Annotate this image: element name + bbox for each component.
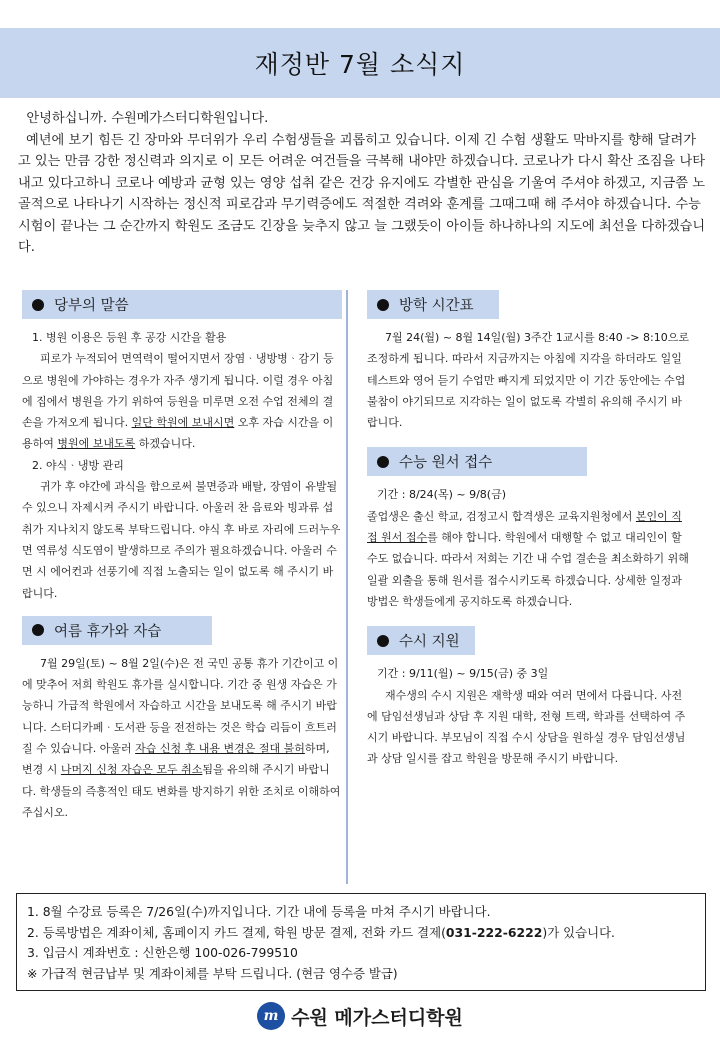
underlined-text: 일단 학원에 보내시면 [131,416,235,430]
notice-line: 1. 8월 수강료 등록은 7/26일(수)까지입니다. 기간 내에 등록을 마쳐 주시기 바랍니다. [27,904,491,919]
vacation-text [22,653,342,823]
notice-line: ※ 가급적 현금납부 및 계좌이체를 부탁 드립니다. (현금 영수증 발급) [27,965,398,981]
footer [0,998,720,1034]
early-period: 기간 : 9/11(월) ~ 9/15(금) 중 3일 [377,667,549,681]
notice-line: 3. 입금시 계좌번호 : 신한은행 100-026-799510 [27,945,298,960]
section-heading-label: 당부의 말씀 [54,298,129,314]
text-span: 를 해야 합니다. 학원에서 대행할 수 없고 대리인이 할 수도 없습니다. 따라서 저희는 기간 내 수업 결손을 최소화하기 위해 일괄 외출을 통해 원서를 접수시키도록 하겠습니다. 상세한 일정과 방법은 학생들에게 공지하도록 하겠습니다. [367,531,689,608]
section-heading-application [367,447,587,476]
underlined-text: 병원에 보내도록 [57,437,136,451]
title-bar [0,28,720,98]
text-span: 7월 29일(토) ~ 8월 2일(수)은 전 국민 공통 휴가 기간이고 이에 맞추어 저희 학원도 휴가를 실시합니다. 기간 중 원생 자습은 가능하니 가급적 학원에서 자습하고 시간을 보내도록 해 주시기 바랍니다. 스터디카페ᆞ도서관 등을 전전하는 것은 학습 리듬이 흐트러질 수 있습니다. 아울러 [22,656,339,756]
text-span: 2. 등록방법은 계좌이체, 홈페이지 카드 결제, 학원 방문 결제, 전화 카드 결제( [27,924,446,940]
application-text [367,506,692,612]
text-span: 하겠습니다. [135,437,196,451]
section-heading-advice [22,290,342,319]
bullet-icon [377,299,389,311]
underlined-text: 본인이 직접 원서 접수 [367,509,682,545]
section-heading-label: 방학 시간표 [399,298,474,314]
underlined-text: 자습 신청 후 내용 변경은 절대 불허 [135,742,305,756]
section-heading-early [367,626,475,655]
application-period: 기간 : 8/24(목) ~ 9/8(금) [377,488,506,502]
text-span: 됨을 유의해 주시기 바랍니다. 학생들의 즉흥적인 태도 변화를 방지하기 위한 조치로 이해하여 주십시오. [22,763,341,819]
academy-name: 수원 메가스터디학원 [291,1006,463,1029]
text-span: 피로가 누적되어 면역력이 떨어지면서 장염ᆞ냉방병ᆞ감기 등으로 병원에 가야하는 경우가 자주 생기게 됩니다. 이럴 경우 아침에 집에서 병원을 가기 위하여 등원을 미루면 오전 수업 전체의 결손을 가져오게 됩니다. [22,352,334,430]
section-body-vacation [22,653,342,823]
intro-body: 예년에 보기 힘든 긴 장마와 무더위가 우리 수험생들을 괴롭히고 있습니다. 이제 긴 수험 생활도 막바지를 향해 달려가고 있는 만큼 강한 정신력과 의지로 이 모든 어려운 여건들을 극복해 내야만 하겠습니다. 코로나가 다시 확산 조짐을 나타내고 있다고하니 코로나 예방과 균형 있는 영양 섭취 같은 건강 유지에도 각별한 관심을 기울여 주셔야 하겠고, 지금쯤 노골적으로 나타나기 시작하는 정신적 피로감과 무기력증에도 적절한 격려와 훈계를 그때그때 해 주셔야 하겠습니다. 수능 시험이 끝나는 그 순간까지 학원도 조금도 긴장을 늦추지 않고 늘 그랬듯이 아이들 하나하나의 지도에 최선을 다하겠습니다. [18,132,706,255]
section-heading-label: 수시 지원 [399,634,460,651]
logo-mark: m [263,1008,279,1024]
advice-item-text: 귀가 후 야간에 과식을 함으로써 불면증과 배탈, 장염이 유발될 수 있으니 자제시켜 주시기 바랍니다. 아울러 찬 음료와 빙과류 섭취가 지나치지 않도록 부탁드립니다. 야식 후 바로 자리에 드러누우면 역류성 식도염이 발생하므로 주의가 필요하겠습니다. 아울러 수면 시 에어컨과 선풍기에 직접 노출되는 일이 없도록 해 주시기 바랍니다. [22,480,341,600]
text-span: 졸업생은 출신 학교, 검정고시 합격생은 교육지원청에서 [367,509,636,523]
notice-line [27,923,695,944]
right-column [367,290,692,770]
intro-paragraph [18,108,706,259]
section-heading-vacation [22,616,212,645]
bullet-icon [377,635,389,647]
underlined-text: 나머지 신청 자습은 모두 취소 [60,763,203,777]
section-body-advice [22,327,342,604]
advice-item-text [22,348,342,454]
section-body-schedule [367,327,692,433]
text-span: )가 있습니다. [542,924,615,940]
schedule-text: 7월 24(월) ~ 8월 14일(월) 3주간 1교시를 8:40 -> 8:10으로 조정하게 됩니다. 따라서 지금까지는 아침에 지각을 하더라도 일일테스트와 영어 듣기 수업만 빠지게 되었지만 이 기간 동안에는 수업 불참이 야기되므로 지각하는 일이 없도록 각별히 유의해 주시기 바랍니다. [367,331,689,430]
text-span: 오후 자습 시간을 이용하여 [22,416,334,451]
bullet-icon [377,456,389,468]
early-text: 재수생의 수시 지원은 재학생 때와 여러 면에서 다릅니다. 사전에 담임선생님과 상담 후 지원 대학, 전형 트랙, 학과를 선택하여 주시기 바랍니다. 부모님이 직접 수시 상담을 원하실 경우 담임선생님과 상담 일시를 잡고 학원을 방문해 주시기 바랍니다. [367,688,686,766]
notice-box [16,893,706,991]
phone-number: 031-222-6222 [445,924,543,940]
academy-logo-icon [257,1002,285,1030]
bullet-icon [32,299,44,311]
intro-greeting: 안녕하십니까. 수원메가스터디학원입니다. [18,111,269,126]
advice-item-title: 1. 병원 이용은 등원 후 공강 시간을 활용 [32,331,227,344]
text-span: 하며, 변경 시 [22,742,330,777]
advice-item-title: 2. 야식ᆞ냉방 관리 [32,458,124,472]
left-column [22,290,342,823]
section-heading-label: 여름 휴가와 자습 [54,623,162,640]
section-body-early [367,663,692,769]
bullet-icon [32,624,44,636]
page-title: 재정반 7월 소식지 [254,50,466,79]
section-heading-schedule [367,290,499,319]
section-heading-label: 수능 원서 접수 [399,455,493,472]
column-divider [346,290,348,884]
section-body-application [367,484,692,612]
